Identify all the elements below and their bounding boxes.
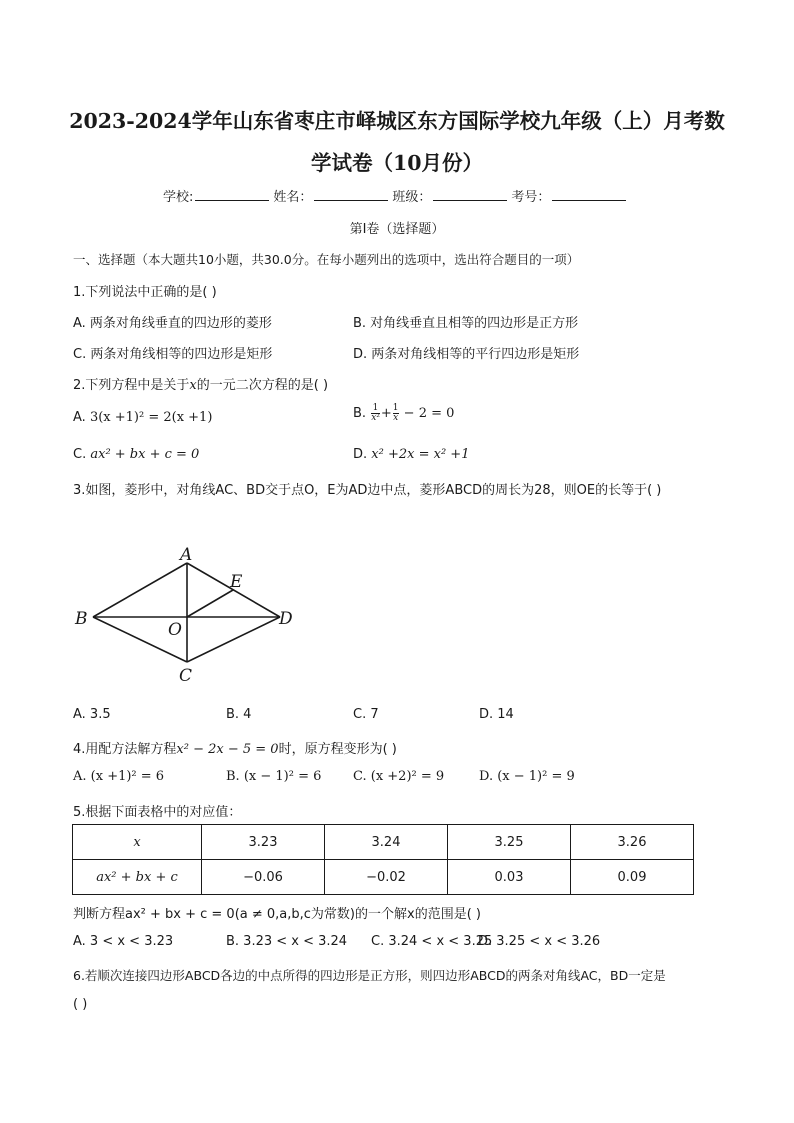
exam-title-line1: 2023-2024学年山东省枣庄市峄城区东方国际学校九年级（上）月考数 <box>69 109 725 133</box>
q4-option-b[interactable]: B. (x − 1)² = 6 <box>226 769 322 784</box>
q2-b-label: B. <box>353 406 367 421</box>
q2-stem-post: 的一元二次方程的是( ) <box>196 378 329 393</box>
q2-b-frac2: $\frac{1}{x}$ <box>392 403 399 423</box>
school-field[interactable] <box>195 188 269 201</box>
label-e: E <box>230 572 243 592</box>
rhombus-figure <box>70 545 300 685</box>
q2-d-label: D. <box>353 447 368 462</box>
q3-option-a[interactable]: A. 3.5 <box>73 707 111 722</box>
table-cell: 3.26 <box>571 825 694 860</box>
table-row <box>73 825 694 860</box>
q6-stem: 6.若顺次连接四边形ABCD各边的中点所得的四边形是正方形，则四边形ABCD的两条对角线AC，BD一定是 <box>73 968 666 983</box>
table-cell: x <box>73 825 202 860</box>
table-cell: 0.03 <box>448 860 571 895</box>
exam-title-line2: 学试卷（10月份） <box>310 151 484 175</box>
q2-option-d[interactable] <box>353 447 469 462</box>
q4-option-d[interactable]: D. (x − 1)² = 9 <box>479 769 575 784</box>
q5-option-d[interactable]: D. 3.25 < x < 3.26 <box>478 934 601 949</box>
table-cell: 3.25 <box>448 825 571 860</box>
table-cell: 3.24 <box>325 825 448 860</box>
q2-stem <box>73 374 328 393</box>
q1-option-c[interactable]: C. 两条对角线相等的四边形是矩形 <box>73 347 273 362</box>
table-cell: ax² + bx + c <box>73 860 202 895</box>
q2-a-label: A. <box>73 410 86 425</box>
q5-stem: 5.根据下面表格中的对应值： <box>73 805 242 820</box>
q2-option-b[interactable]: B. $\frac{1}{\text{x²}}$ + $\frac{1}{x}$ − 2 = 0 <box>353 403 455 423</box>
q2-c-expr: ax² + bx + c = 0 <box>90 447 200 462</box>
q6-paren: ( ) <box>73 997 88 1012</box>
table-cell: 3.23 <box>202 825 325 860</box>
q5-option-a[interactable]: A. 3 < x < 3.23 <box>73 934 174 949</box>
q3-option-b[interactable]: B. 4 <box>226 707 252 722</box>
student-info <box>163 186 630 205</box>
q4-option-a[interactable]: A. (x +1)² = 6 <box>73 769 165 784</box>
q2-option-a[interactable] <box>73 410 212 425</box>
q1-option-d[interactable]: D. 两条对角线相等的平行四边形是矩形 <box>353 347 580 362</box>
q2-stem-pre: 2.下列方程中是关于 <box>73 378 190 393</box>
label-o: O <box>168 620 182 640</box>
q2-c-label: C. <box>73 447 87 462</box>
school-label: 学校: <box>163 190 194 205</box>
number-label: 考号： <box>511 190 551 205</box>
q2-b-frac1: $\frac{1}{\text{x²}}$ <box>371 403 380 423</box>
q2-a-expr: 3(x +1)² = 2(x +1) <box>89 410 213 425</box>
label-a: A <box>180 545 193 565</box>
q3-stem: 3.如图，菱形中，对角线AC、BD交于点O，E为AD边中点，菱形ABCD的周长为28，则OE的长等于( ) <box>73 483 662 498</box>
class-field[interactable] <box>433 188 507 201</box>
q5-option-b[interactable]: B. 3.23 < x < 3.24 <box>226 934 348 949</box>
q4-option-c[interactable]: C. (x +2)² = 9 <box>353 769 445 784</box>
q5-option-c[interactable]: C. 3.24 < x < 3.25 <box>371 934 493 949</box>
q4-stem-pre: 4.用配方法解方程 <box>73 742 177 757</box>
q4-stem <box>73 738 397 757</box>
name-label: 姓名： <box>273 190 313 205</box>
segment-oe <box>187 590 233 617</box>
q2-stem-var: x <box>189 378 197 393</box>
label-c: C <box>179 666 193 685</box>
q4-stem-expr: x² − 2x − 5 = 0 <box>176 742 279 757</box>
q1-option-a[interactable]: A. 两条对角线垂直的四边形的菱形 <box>73 316 272 331</box>
q2-b-tail: − 2 = 0 <box>399 406 455 421</box>
q3-option-c[interactable]: C. 7 <box>353 707 379 722</box>
number-field[interactable] <box>552 188 626 201</box>
table-cell: 0.09 <box>571 860 694 895</box>
q4-stem-post: 时，原方程变形为( ) <box>278 742 397 757</box>
class-label: 班级： <box>392 190 432 205</box>
table-cell: −0.02 <box>325 860 448 895</box>
q3-option-d[interactable]: D. 14 <box>479 707 514 722</box>
name-field[interactable] <box>314 188 388 201</box>
q5-judge: 判断方程ax² + bx + c = 0(a ≠ 0,a,b,c为常数)的一个解x的范围是( ) <box>73 907 481 922</box>
q1-option-b[interactable]: B. 对角线垂直且相等的四边形是正方形 <box>353 316 579 331</box>
q1-stem: 1.下列说法中正确的是( ) <box>73 285 217 300</box>
label-b: B <box>75 609 88 629</box>
table-cell: −0.06 <box>202 860 325 895</box>
edge-cd <box>187 617 280 662</box>
label-d: D <box>279 609 293 629</box>
q2-d-expr: x² +2x = x² +1 <box>371 447 470 462</box>
q2-option-c[interactable] <box>73 447 199 462</box>
table-row <box>73 860 694 895</box>
edge-ab <box>93 563 187 617</box>
part-one-heading: 一、选择题（本大题共10小题，共30.0分。在每小题列出的选项中，选出符合题目的一项） <box>73 252 580 267</box>
value-table <box>72 824 694 895</box>
section-title: 第I卷（选择题） <box>349 222 445 237</box>
